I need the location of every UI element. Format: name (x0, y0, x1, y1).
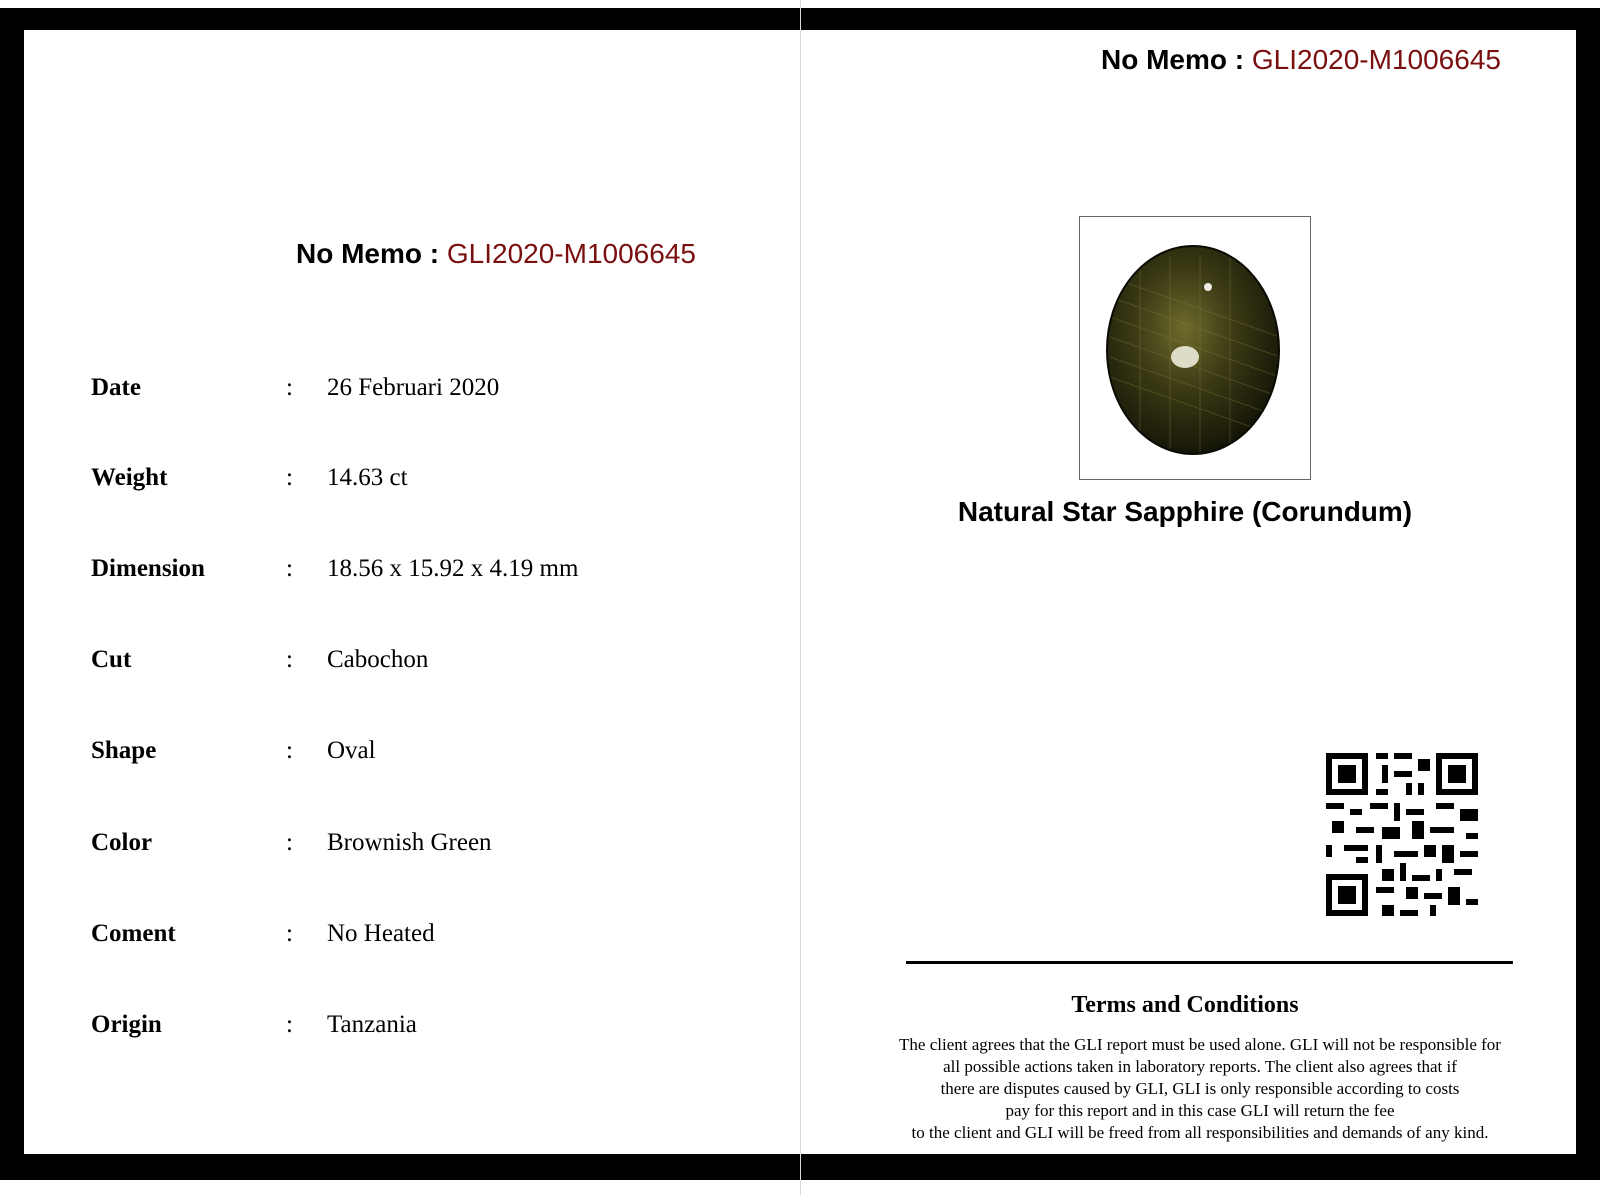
memo-code: GLI2020-M1006645 (446, 238, 696, 269)
detail-value: 14.63 ct (327, 464, 408, 491)
terms-title: Terms and Conditions (1071, 992, 1299, 1018)
terms-line: to the client and GLI will be freed from all responsibilities and demands of any kind. (911, 1123, 1489, 1142)
detail-label: Weight (91, 464, 168, 491)
detail-label: Origin (91, 1011, 162, 1038)
detail-colon: : (286, 374, 293, 401)
detail-label: Shape (91, 737, 157, 764)
detail-label: Date (91, 374, 141, 401)
detail-label: Cut (91, 646, 132, 673)
detail-colon: : (286, 829, 293, 856)
detail-value: Tanzania (327, 1011, 417, 1038)
terms-line: The client agrees that the GLI report must be used alone. GLI will not be responsible for (899, 1035, 1501, 1054)
page-divider (800, 0, 801, 1195)
detail-label: Dimension (91, 555, 205, 582)
detail-value: Cabochon (327, 646, 429, 673)
terms-line: there are disputes caused by GLI, GLI is only responsible according to costs (940, 1079, 1460, 1098)
terms-divider (906, 961, 1513, 964)
detail-colon: : (286, 920, 293, 947)
detail-colon: : (286, 464, 293, 491)
detail-value: 26 Februari 2020 (327, 374, 500, 401)
gemstone-photo (1079, 216, 1311, 480)
detail-value: 18.56 x 15.92 x 4.19 mm (327, 555, 579, 582)
detail-value: Brownish Green (327, 829, 492, 856)
detail-value: Oval (327, 737, 376, 764)
terms-line: all possible actions taken in laboratory reports. The client also agrees that if (943, 1057, 1457, 1076)
detail-label: Coment (91, 920, 176, 947)
detail-label: Color (91, 829, 153, 856)
detail-value: No Heated (327, 920, 435, 947)
detail-colon: : (286, 555, 293, 582)
detail-colon: : (286, 646, 293, 673)
terms-line: pay for this report and in this case GLI will return the fee (1005, 1101, 1395, 1120)
detail-colon: : (286, 737, 293, 764)
memo-label: No Memo : (1101, 44, 1245, 75)
memo-label: No Memo : (296, 238, 440, 269)
detail-colon: : (286, 1011, 293, 1038)
memo-code: GLI2020-M1006645 (1251, 44, 1501, 75)
qr-code-icon (1326, 753, 1478, 916)
gemstone-icon (1080, 217, 1310, 479)
memo-number-left (296, 238, 696, 270)
terms-body (862, 1034, 1538, 1144)
product-name: Natural Star Sapphire (Corundum) (957, 496, 1413, 527)
memo-number-right (1101, 44, 1501, 76)
